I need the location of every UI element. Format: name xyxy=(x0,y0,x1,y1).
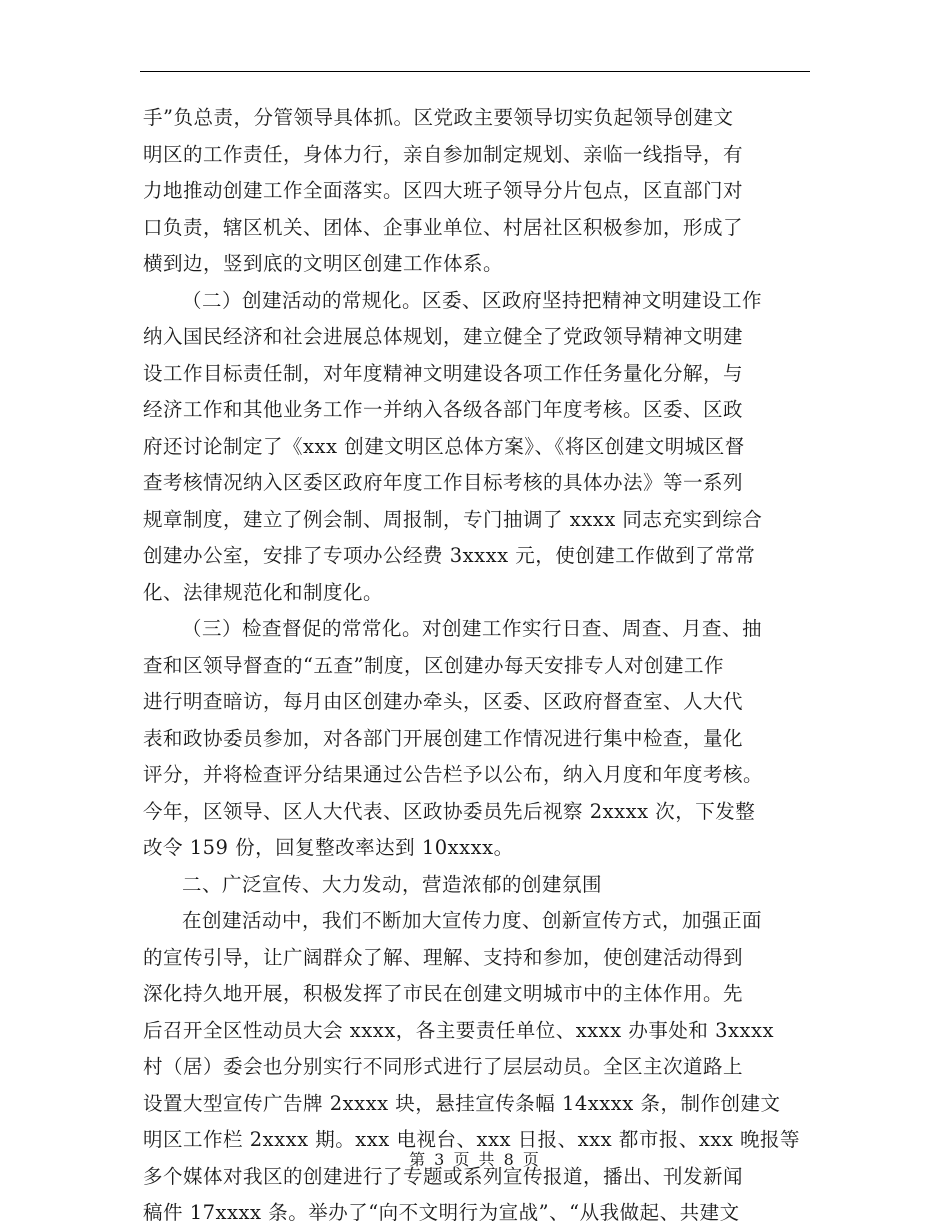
text-line: 进行明查暗访，每月由区创建办牵头，区委、区政府督查室、人大代 xyxy=(143,690,744,713)
text-line: 村（居）委会也分别实行不同形式进行了层层动员。全区主次道路上 xyxy=(143,1055,744,1078)
header-rule xyxy=(140,71,810,72)
section-heading-line: 二、广泛宣传、大力发动，营造浓郁的创建氛围 xyxy=(182,872,603,896)
text-line: 稿件 17xxxx 条。举办了“向不文明行为宣战”、“从我做起、共建文 xyxy=(143,1201,740,1224)
text-line: 查考核情况纳入区委区政府年度工作目标考核的具体办法》等一系列 xyxy=(143,471,744,494)
text-line: 明区的工作责任，身体力行，亲自参加制定规划、亲临一线指导，有 xyxy=(143,142,744,166)
text-line: 多个媒体对我区的创建进行了专题或系列宣传报道，播出、刊发新闻 xyxy=(143,1164,744,1188)
text-line: 评分，并将检查评分结果通过公告栏予以公布，纳入月度和年度考核。 xyxy=(143,763,764,786)
text-line: 今年，区领导、区人大代表、区政协委员先后视察 2xxxx 次，下发整 xyxy=(143,799,756,823)
text-line: 规章制度，建立了例会制、周报制，专门抽调了 xxxx 同志充实到综合 xyxy=(143,507,763,531)
text-line: 府还讨论制定了《xxx 创建文明区总体方案》、《将区创建文明城区督 xyxy=(143,434,745,458)
text-line: 查和区领导督查的“五查”制度，区创建办每天安排专人对创建工作 xyxy=(143,653,724,677)
text-line: 设工作目标责任制，对年度精神文明建设各项工作任务量化分解，与 xyxy=(143,361,744,385)
text-line: 明区工作栏 2xxxx 期。xxx 电视台、xxx 日报、xxx 都市报、xxx 晚报等 xyxy=(143,1128,801,1151)
text-line: 后召开全区性动员大会 xxxx，各主要责任单位、xxxx 办事处和 3xxxx xyxy=(143,1018,774,1042)
text-line: 纳入国民经济和社会进展总体规划，建立健全了党政领导精神文明建 xyxy=(143,325,744,348)
page-number-footer: 第 3 页 共 8 页 xyxy=(409,1150,541,1169)
text-line: 改令 159 份，回复整改率达到 10xxxx。 xyxy=(143,836,514,859)
text-line: 横到边，竖到底的文明区创建工作体系。 xyxy=(143,252,504,275)
text-line: 的宣传引导，让广阔群众了解、理解、支持和参加，使创建活动得到 xyxy=(143,945,744,969)
text-line: 口负责，辖区机关、团体、企事业单位、村居社区积极参加，形成了 xyxy=(143,215,744,239)
section-heading-line: （三）检查督促的常常化。对创建工作实行日查、周查、月查、抽 xyxy=(182,617,763,640)
text-line: 力地推动创建工作全面落实。区四大班子领导分片包点，区直部门对 xyxy=(143,179,744,202)
text-line: 经济工作和其他业务工作一并纳入各级各部门年度考核。区委、区政 xyxy=(143,398,744,421)
body-text xyxy=(143,100,810,1232)
text-line: 设置大型宣传广告牌 2xxxx 块，悬挂宣传条幅 14xxxx 条，制作创建文 xyxy=(143,1091,781,1115)
section-heading-line: （二）创建活动的常规化。区委、区政府坚持把精神文明建设工作 xyxy=(182,288,763,312)
text-line: 创建办公室，安排了专项办公经费 3xxxx 元，使创建工作做到了常常 xyxy=(143,544,756,567)
text-line: 手”负总责，分管领导具体抓。区党政主要领导切实负起领导创建文 xyxy=(143,106,734,129)
paragraph-start-line: 在创建活动中，我们不断加大宣传力度、创新宣传方式，加强正面 xyxy=(182,909,763,932)
text-line: 表和政协委员参加，对各部门开展创建工作情况进行集中检查，量化 xyxy=(143,726,744,750)
text-line: 深化持久地开展，积极发挥了市民在创建文明城市中的主体作用。先 xyxy=(143,982,744,1005)
text-line: 化、法律规范化和制度化。 xyxy=(143,580,384,604)
